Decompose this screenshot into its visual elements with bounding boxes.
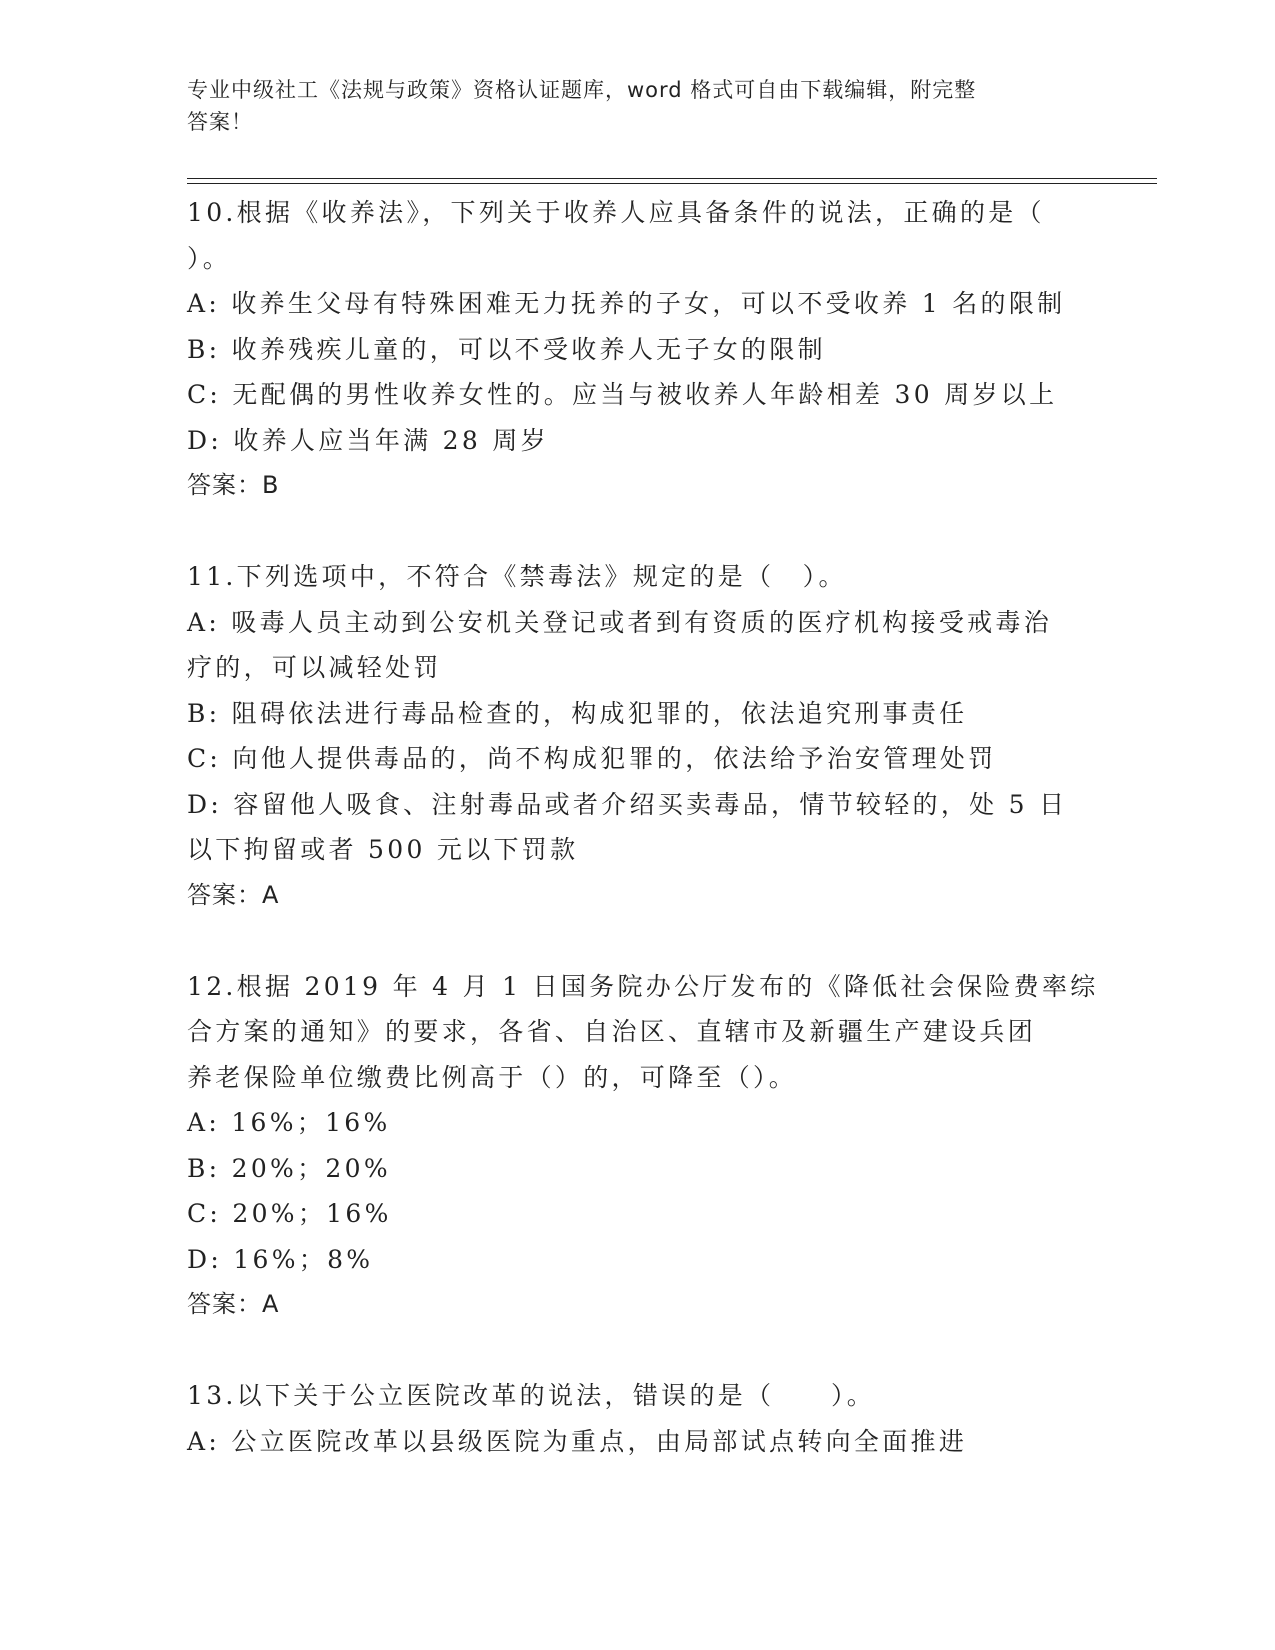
header-rule-bottom: [187, 183, 1157, 184]
question-stem-line: 13.以下关于公立医院改革的说法，错误的是（ ）。: [187, 1381, 876, 1410]
option-a: A: 公立医院改革以县级医院为重点，由局部试点转向全面推进: [187, 1426, 968, 1456]
question-12: [187, 964, 1107, 1328]
option-b: B: 20%；20%: [187, 1153, 391, 1183]
header-line-1: 专业中级社工《法规与政策》资格认证题库，word 格式可自由下载编辑，附完整: [187, 78, 977, 102]
option-b: B: 收养残疾儿童的，可以不受收养人无子女的限制: [187, 334, 826, 364]
question-13: [187, 1373, 1107, 1464]
question-10: [187, 190, 1107, 509]
document-header: [187, 74, 1072, 138]
question-spacer: [187, 1328, 1107, 1374]
question-stem-line: 12.根据 2019 年 4 月 1 日国务院办公厅发布的《降低社会保险费率综: [187, 971, 1099, 1001]
option-a: A: 16%；16%: [187, 1108, 391, 1137]
question-stem-line: 10.根据《收养法》，下列关于收养人应具备条件的说法，正确的是（: [187, 198, 1045, 227]
answer-label: 答案：A: [187, 880, 280, 909]
question-stem-line: 11.下列选项中，不符合《禁毒法》规定的是（ ）。: [187, 562, 847, 591]
option-d: D: 16%；8%: [187, 1244, 374, 1274]
option-d: D: 收养人应当年满 28 周岁: [187, 425, 549, 455]
question-list: [187, 190, 1107, 1464]
question-stem-line: 合方案的通知》的要求，各省、自治区、直辖市及新疆生产建设兵团: [187, 1017, 1037, 1046]
header-rule-top: [187, 178, 1157, 179]
option-a: A: 吸毒人员主动到公安机关登记或者到有资质的医疗机构接受戒毒治: [187, 607, 1053, 637]
header-line-2: 答案！: [187, 110, 253, 134]
question-stem-line: ）。: [187, 243, 232, 273]
answer-label: 答案：A: [187, 1290, 280, 1318]
option-b: B: 阻碍依法进行毒品检查的，构成犯罪的，依法追究刑事责任: [187, 698, 968, 728]
question-11: [187, 554, 1107, 918]
question-spacer: [187, 509, 1107, 555]
option-d-continued: 以下拘留或者 500 元以下罚款: [187, 835, 579, 864]
option-c: C: 向他人提供毒品的，尚不构成犯罪的，依法给予治安管理处罚: [187, 744, 997, 773]
question-stem-line: 养老保险单位缴费比例高于（）的，可降至（）。: [187, 1062, 798, 1092]
question-spacer: [187, 918, 1107, 964]
option-a: A: 收养生父母有特殊困难无力抚养的子女，可以不受收养 1 名的限制: [187, 289, 1066, 318]
answer-label: 答案：B: [187, 471, 280, 499]
option-c: C: 20%；16%: [187, 1199, 392, 1228]
option-d: D: 容留他人吸食、注射毒品或者介绍买卖毒品，情节较轻的，处 5 日: [187, 789, 1068, 819]
option-a-continued: 疗的，可以减轻处罚: [187, 653, 442, 682]
option-c: C: 无配偶的男性收养女性的。应当与被收养人年龄相差 30 周岁以上: [187, 380, 1058, 409]
